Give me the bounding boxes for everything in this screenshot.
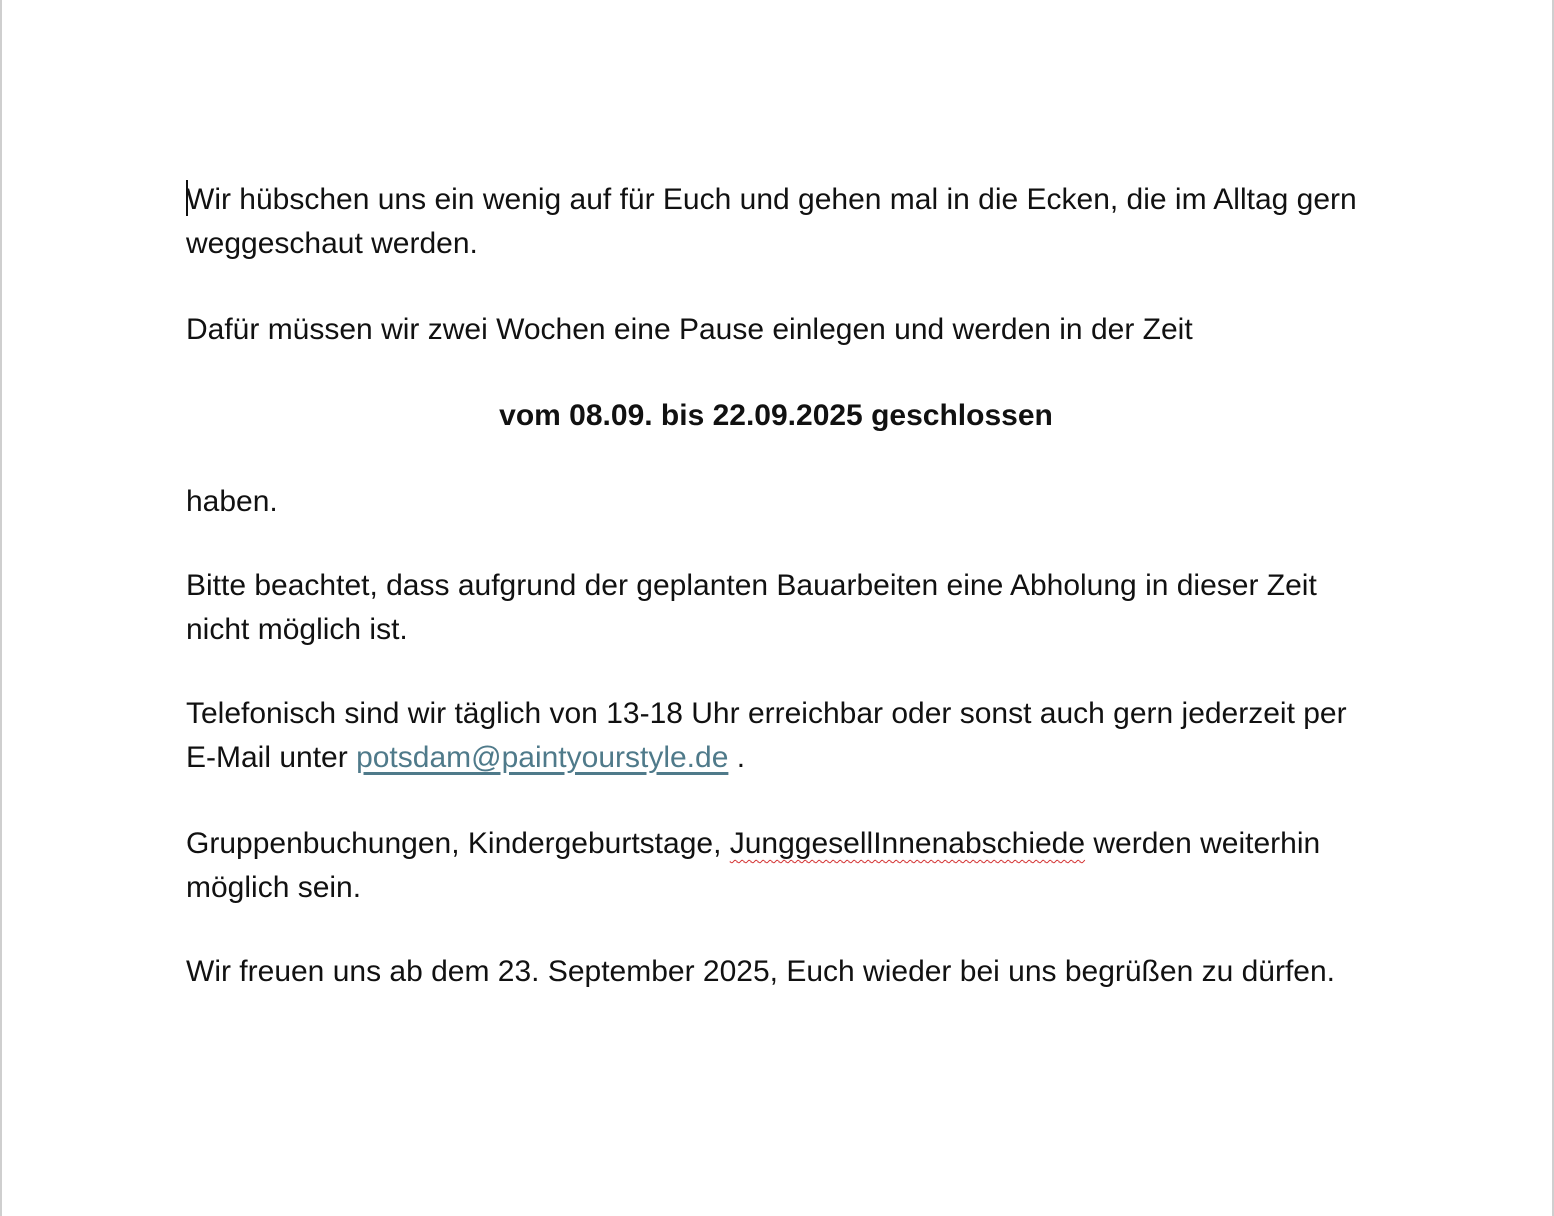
contact-text-end: . [728,741,746,774]
paragraph-intro [186,178,1366,266]
group-bookings-text-end: werden weiterhin möglich sein. [186,827,1321,904]
paragraph-pause: Dafür müssen wir zwei Wochen eine Pause einlegen und werden in der Zeit [186,313,1193,346]
paragraph-contact [186,692,1366,780]
paragraph-pickup-notice: Bitte beachtet, dass aufgrund der geplanten Bauarbeiten eine Abholung in dieser Zeit nicht möglich ist. [186,569,1317,646]
spellcheck-flagged-word[interactable]: JunggesellInnenabschiede [729,827,1086,860]
paragraph-reopening: Wir freuen uns ab dem 23. September 2025, Euch wieder bei uns begrüßen zu dürfen. [186,955,1336,988]
group-bookings-text: Gruppenbuchungen, Kindergeburtstage, [186,827,730,860]
paragraph-closure-dates: vom 08.09. bis 22.09.2025 geschlossen [499,399,1053,432]
paragraph-intro-text: Wir hübschen uns ein wenig auf für Euch und gehen mal in die Ecken, die im Alltag gern weggeschaut werden. [186,183,1357,260]
contact-text: Telefonisch sind wir täglich von 13-18 Uhr erreichbar oder sonst auch gern jederzeit per E-Mail unter [186,697,1347,774]
email-link[interactable]: potsdam@paintyourstyle.de [356,741,729,774]
paragraph-haben: haben. [186,485,278,518]
paragraph-group-bookings [186,822,1366,910]
